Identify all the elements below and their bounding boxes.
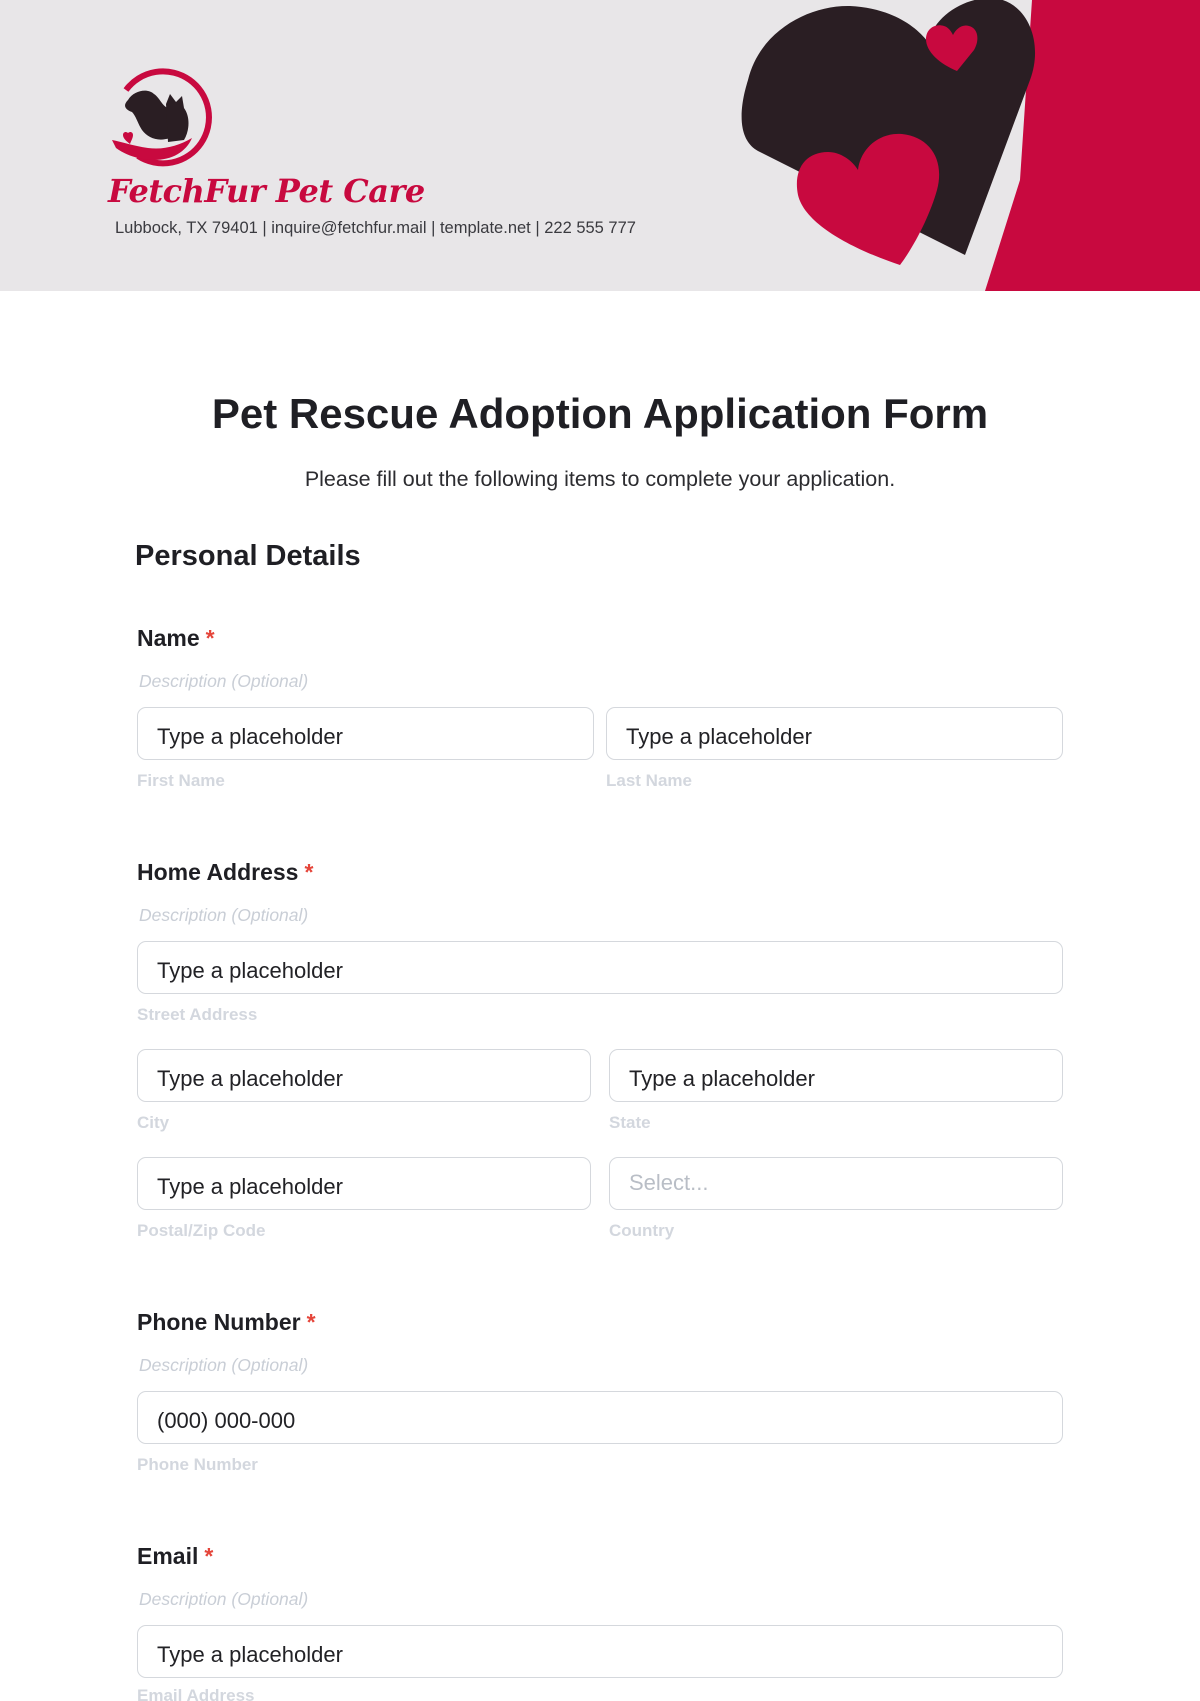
section-title-personal-details: Personal Details [135, 540, 361, 572]
form-subtitle: Please fill out the following items to complete your application. [304, 467, 896, 491]
phone-number-label [137, 1309, 316, 1336]
name-label-text: Name [137, 625, 200, 651]
name-label [137, 625, 215, 652]
company-name: FetchFur Pet Care [108, 172, 425, 210]
email-label [137, 1543, 213, 1570]
country-select[interactable]: Select... [609, 1157, 1063, 1210]
last-name-input[interactable]: Type a placeholder [606, 707, 1063, 760]
required-asterisk: * [204, 1543, 214, 1569]
postal-code-caption: Postal/Zip Code [137, 1221, 266, 1240]
state-caption: State [609, 1113, 651, 1132]
required-asterisk: * [205, 625, 215, 651]
street-address-caption: Street Address [137, 1005, 258, 1024]
phone-number-label-text: Phone Number [137, 1309, 301, 1335]
email-address-caption: Email Address [137, 1686, 255, 1701]
header-banner [0, 0, 1200, 291]
first-name-input[interactable]: Type a placeholder [137, 707, 594, 760]
home-address-label [137, 859, 313, 886]
required-asterisk: * [304, 859, 314, 885]
email-label-text: Email [137, 1543, 199, 1569]
crimson-heart-icon [797, 134, 939, 265]
home-address-label-text: Home Address [137, 859, 299, 885]
street-address-input[interactable]: Type a placeholder [137, 941, 1063, 994]
phone-number-description: Description (Optional) [139, 1355, 309, 1375]
company-contact-info: Lubbock, TX 79401 | inquire@fetchfur.mail | template.net | 222 555 777 [115, 219, 636, 237]
first-name-caption: First Name [137, 771, 225, 790]
country-caption: Country [609, 1221, 675, 1240]
phone-number-caption: Phone Number [137, 1455, 258, 1474]
pet-care-logo-icon [108, 68, 212, 168]
email-address-input[interactable]: Type a placeholder [137, 1625, 1063, 1678]
city-input[interactable]: Type a placeholder [137, 1049, 591, 1102]
form-title: Pet Rescue Adoption Application Form [211, 390, 989, 437]
required-asterisk: * [306, 1309, 316, 1335]
postal-code-input[interactable]: Type a placeholder [137, 1157, 591, 1210]
state-input[interactable]: Type a placeholder [609, 1049, 1063, 1102]
name-description: Description (Optional) [139, 671, 309, 691]
phone-number-input[interactable]: (000) 000-000 [137, 1391, 1063, 1444]
home-address-description: Description (Optional) [139, 905, 309, 925]
last-name-caption: Last Name [606, 771, 692, 790]
email-description: Description (Optional) [139, 1589, 309, 1609]
city-caption: City [137, 1113, 170, 1132]
